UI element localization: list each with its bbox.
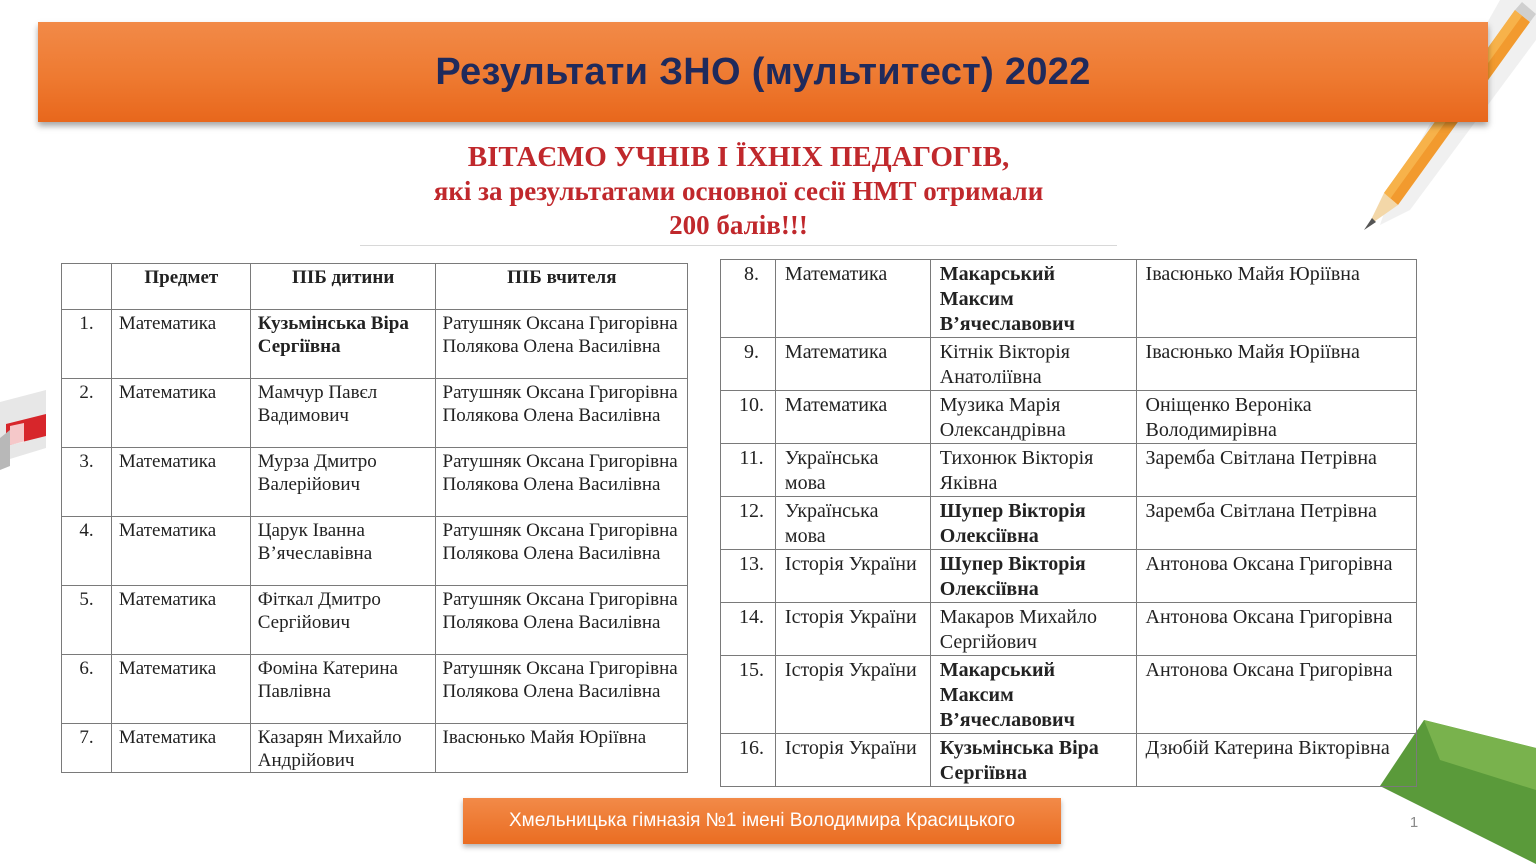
teacher-name: Івасюнько Майя Юріївна [442, 727, 647, 748]
teacher-cell: Заремба Світлана Петрівна [1136, 444, 1416, 497]
congrats-line-3: 200 балів!!! [669, 210, 808, 240]
teacher-name: Полякова Олена Василівна [442, 681, 661, 702]
table-row [721, 260, 1417, 338]
title-banner [38, 22, 1488, 122]
teacher-cell [435, 586, 687, 655]
teacher-cell [435, 724, 687, 773]
teacher-name: Ратушняк Оксана Григорівна [442, 313, 678, 334]
row-number: 6. [62, 655, 112, 724]
teacher-cell [435, 517, 687, 586]
subject-cell: Математика [111, 586, 250, 655]
student-cell: Кітнік Вікторія Анатоліївна [930, 338, 1136, 391]
table-row [62, 724, 688, 773]
row-number: 15. [721, 656, 776, 734]
row-number: 10. [721, 391, 776, 444]
row-number: 12. [721, 497, 776, 550]
row-number: 11. [721, 444, 776, 497]
row-number: 5. [62, 586, 112, 655]
student-cell: Мурза Дмитро Валерійович [250, 448, 435, 517]
left-ribbon-decoration-icon [0, 390, 50, 470]
row-number: 2. [62, 379, 112, 448]
student-cell: Кузьмінська Віра Сергіївна [930, 734, 1136, 787]
table-row [62, 655, 688, 724]
row-number: 13. [721, 550, 776, 603]
row-number: 8. [721, 260, 776, 338]
row-number: 9. [721, 338, 776, 391]
teacher-cell [435, 379, 687, 448]
subject-cell: Українська мова [775, 444, 930, 497]
subject-cell: Математика [111, 310, 250, 379]
row-number: 1. [62, 310, 112, 379]
student-cell: Макарський Максим В’ячеславович [930, 656, 1136, 734]
header-subject: Предмет [111, 264, 250, 310]
student-cell: Фіткал Дмитро Сергійович [250, 586, 435, 655]
subject-cell: Математика [775, 260, 930, 338]
congrats-line-1: ВІТАЄМО УЧНІВ І ЇХНІХ ПЕДАГОГІВ, [467, 141, 1010, 173]
congrats-divider [360, 245, 1117, 246]
student-cell: Царук Іванна В’ячеславівна [250, 517, 435, 586]
teacher-cell: Заремба Світлана Петрівна [1136, 497, 1416, 550]
row-number: 16. [721, 734, 776, 787]
teacher-name: Полякова Олена Василівна [442, 543, 661, 564]
student-cell: Макаров Михайло Сергійович [930, 603, 1136, 656]
student-cell: Макарський Максим В’ячеславович [930, 260, 1136, 338]
teacher-name: Ратушняк Оксана Григорівна [442, 658, 678, 679]
subject-cell: Математика [111, 517, 250, 586]
table-row [62, 586, 688, 655]
teacher-name: Ратушняк Оксана Григорівна [442, 382, 678, 403]
subject-cell: Математика [111, 724, 250, 773]
teacher-name: Полякова Олена Василівна [442, 612, 661, 633]
teacher-cell: Івасюнько Майя Юріївна [1136, 338, 1416, 391]
teacher-name: Ратушняк Оксана Григорівна [442, 589, 678, 610]
row-number: 4. [62, 517, 112, 586]
student-cell: Шупер Вікторія Олексіївна [930, 497, 1136, 550]
congrats-line-2: які за результатами основної сесії НМТ отримали [433, 176, 1044, 206]
table-row [721, 338, 1417, 391]
row-number: 3. [62, 448, 112, 517]
row-number: 14. [721, 603, 776, 656]
page-title: Результати ЗНО (мультитест) 2022 [435, 50, 1091, 93]
teacher-cell: Антонова Оксана Григорівна [1136, 603, 1416, 656]
table-row [721, 734, 1417, 787]
subject-cell: Історія України [775, 550, 930, 603]
student-cell: Музика Марія Олександрівна [930, 391, 1136, 444]
student-cell: Фоміна Катерина Павлівна [250, 655, 435, 724]
teacher-cell: Оніщенко Вероніка Володимирівна [1136, 391, 1416, 444]
teacher-name: Полякова Олена Василівна [442, 474, 661, 495]
teacher-cell [435, 448, 687, 517]
results-table-left [61, 263, 688, 773]
subject-cell: Математика [111, 379, 250, 448]
teacher-name: Полякова Олена Василівна [442, 336, 661, 357]
teacher-cell [435, 310, 687, 379]
subject-cell: Історія України [775, 603, 930, 656]
teacher-name: Ратушняк Оксана Григорівна [442, 451, 678, 472]
footer-banner [463, 798, 1061, 844]
student-cell: Тихонюк Вікторія Яківна [930, 444, 1136, 497]
teacher-cell: Антонова Оксана Григорівна [1136, 550, 1416, 603]
header-teacher: ПІБ вчителя [435, 264, 687, 310]
student-cell: Шупер Вікторія Олексіївна [930, 550, 1136, 603]
table-row [721, 550, 1417, 603]
teacher-cell [435, 655, 687, 724]
teacher-cell: Антонова Оксана Григорівна [1136, 656, 1416, 734]
table-row [721, 656, 1417, 734]
table-row [62, 448, 688, 517]
subject-cell: Математика [111, 448, 250, 517]
student-cell: Казарян Михайло Андрійович [250, 724, 435, 773]
student-cell: Кузьмінська Віра Сергіївна [250, 310, 435, 379]
table-row [721, 391, 1417, 444]
subject-cell: Українська мова [775, 497, 930, 550]
subject-cell: Історія України [775, 656, 930, 734]
table-row [721, 603, 1417, 656]
subject-cell: Математика [775, 391, 930, 444]
table-header-row [62, 264, 688, 310]
teacher-cell: Дзюбій Катерина Вікторівна [1136, 734, 1416, 787]
congrats-heading [360, 140, 1117, 242]
table-row [62, 310, 688, 379]
subject-cell: Математика [111, 655, 250, 724]
row-number: 7. [62, 724, 112, 773]
subject-cell: Історія України [775, 734, 930, 787]
table-row [62, 517, 688, 586]
subject-cell: Математика [775, 338, 930, 391]
table-row [62, 379, 688, 448]
teacher-cell: Івасюнько Майя Юріївна [1136, 260, 1416, 338]
page-number: 1 [1409, 814, 1419, 831]
header-number [62, 264, 112, 310]
school-name: Хмельницька гімназія №1 імені Володимира Красицького [508, 810, 1016, 831]
results-table-right [720, 259, 1417, 787]
table-row [721, 497, 1417, 550]
teacher-name: Полякова Олена Василівна [442, 405, 661, 426]
teacher-name: Ратушняк Оксана Григорівна [442, 520, 678, 541]
student-cell: Мамчур Павєл Вадимович [250, 379, 435, 448]
header-student: ПІБ дитини [250, 264, 435, 310]
table-row [721, 444, 1417, 497]
